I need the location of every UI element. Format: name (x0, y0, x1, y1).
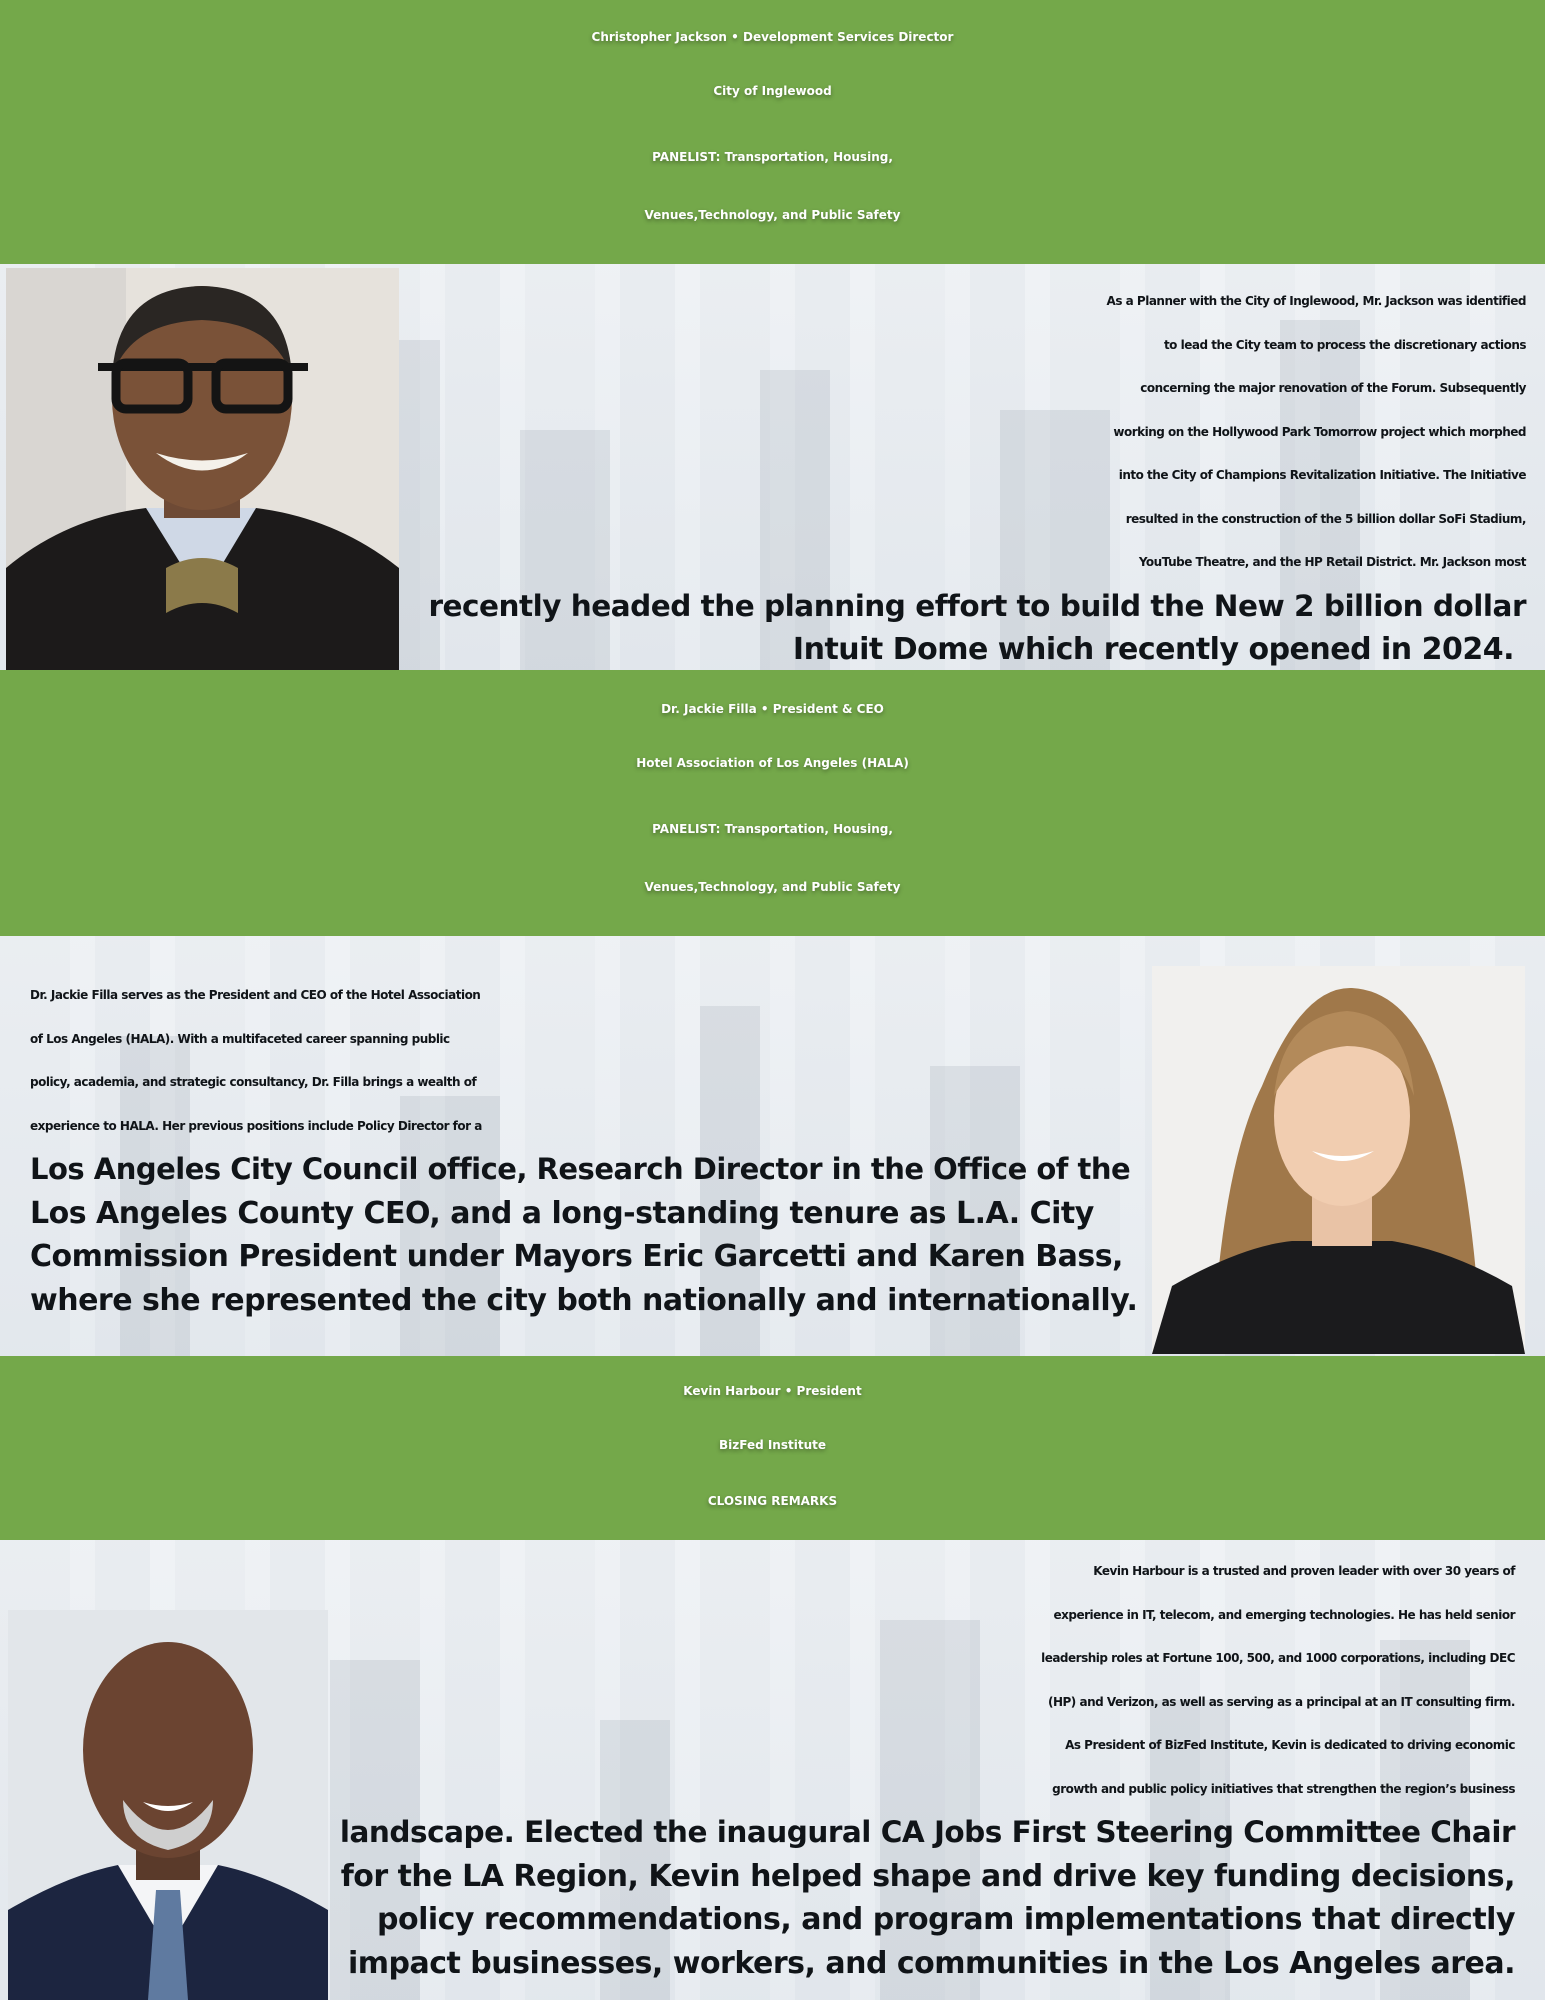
jackie-filla-photo (1152, 966, 1525, 1354)
bio-line: Los Angeles City Council office, Research Director in the Office of the (30, 1152, 1131, 1186)
kevin-harbour-photo (8, 1610, 328, 2000)
bio-line: working on the Hollywood Park Tomorrow project which morphed (1113, 424, 1526, 439)
speaker-2-role-line-1: PANELIST: Transportation, Housing, (652, 822, 893, 836)
speaker-1-bio (428, 280, 1526, 670)
speaker-3-bio-section (0, 1540, 1545, 2000)
bio-line: (HP) and Verizon, as well as serving as a principal at an IT consulting firm. (1047, 1694, 1515, 1709)
speaker-1-organization: City of Inglewood (713, 84, 832, 98)
speaker-2-name-title: Dr. Jackie Filla • President & CEO (661, 702, 884, 716)
bio-line: growth and public policy initiatives that strengthen the region’s business (1052, 1781, 1515, 1796)
bio-line: impact businesses, workers, and communities in the Los Angeles area. (347, 1945, 1515, 1981)
speaker-1-role-line-1: PANELIST: Transportation, Housing, (652, 150, 893, 164)
portrait-image-icon (6, 268, 399, 670)
bio-line: Commission President under Mayors Eric Garcetti and Karen Bass, (30, 1239, 1123, 1274)
bio-line: experience in IT, telecom, and emerging technologies. He has held senior (1053, 1607, 1515, 1622)
bio-line: As a Planner with the City of Inglewood, Mr. Jackson was identified (1106, 294, 1526, 308)
speaker-2-role-line-2: Venues,Technology, and Public Safety (644, 880, 901, 894)
bio-line: policy, academia, and strategic consultancy, Dr. Filla brings a wealth of (30, 1075, 477, 1089)
speaker-3-header (0, 1356, 1545, 1540)
bio-line: Dr. Jackie Filla serves as the President and CEO of the Hotel Association (30, 988, 481, 1002)
speaker-3-role-line-1: CLOSING REMARKS (707, 1494, 838, 1508)
bio-line: leadership roles at Fortune 100, 500, and 1000 corporations, including DEC (1041, 1651, 1515, 1665)
bio-line: into the City of Champions Revitalization Initiative. The Initiative (1118, 468, 1526, 482)
speaker-2-header (0, 670, 1545, 936)
portrait-image-icon (8, 1610, 328, 2000)
speaker-3-name-title: Kevin Harbour • President (683, 1384, 862, 1398)
bio-line: YouTube Theatre, and the HP Retail District. Mr. Jackson most (1138, 555, 1526, 569)
speaker-2-bio (30, 974, 1137, 1322)
bio-line: to lead the City team to process the discretionary actions (1163, 337, 1526, 352)
bio-line: Los Angeles County CEO, and a long-standing tenure as L.A. City (30, 1195, 1094, 1231)
speaker-1-header (0, 0, 1545, 264)
christopher-jackson-photo (6, 268, 399, 670)
bio-line: of Los Angeles (HALA). With a multifaceted career spanning public (30, 1031, 450, 1046)
bio-line: for the LA Region, Kevin helped shape and drive key funding decisions, (340, 1858, 1515, 1894)
speaker-1-role-line-2: Venues,Technology, and Public Safety (644, 208, 901, 222)
speaker-2-bio-section (0, 936, 1545, 1356)
speaker-1-bio-section (0, 264, 1545, 670)
bio-line: concerning the major renovation of the Forum. Subsequently (1140, 381, 1526, 395)
speaker-1-name-title: Christopher Jackson • Development Services Director (591, 30, 954, 44)
bio-line: Kevin Harbour is a trusted and proven leader with over 30 years of (1093, 1564, 1515, 1578)
speaker-2-organization: Hotel Association of Los Angeles (HALA) (636, 756, 909, 770)
portrait-image-icon (1152, 966, 1525, 1354)
bio-line: experience to HALA. Her previous positions include Policy Director for a (30, 1118, 482, 1133)
bio-line: Intuit Dome which recently opened in 2024. (792, 632, 1514, 667)
bio-line: landscape. Elected the inaugural CA Jobs First Steering Committee Chair (339, 1815, 1515, 1849)
bio-line: where she represented the city both nationally and internationally. (30, 1282, 1138, 1318)
bio-line: policy recommendations, and program implementations that directly (377, 1902, 1515, 1937)
bio-line: resulted in the construction of the 5 billion dollar SoFi Stadium, (1125, 511, 1526, 526)
speaker-3-organization: BizFed Institute (718, 1438, 826, 1452)
bio-line: As President of BizFed Institute, Kevin is dedicated to driving economic (1065, 1738, 1515, 1752)
speaker-3-bio (340, 1550, 1515, 1985)
bio-line: recently headed the planning effort to build the New 2 billion dollar (428, 588, 1526, 623)
